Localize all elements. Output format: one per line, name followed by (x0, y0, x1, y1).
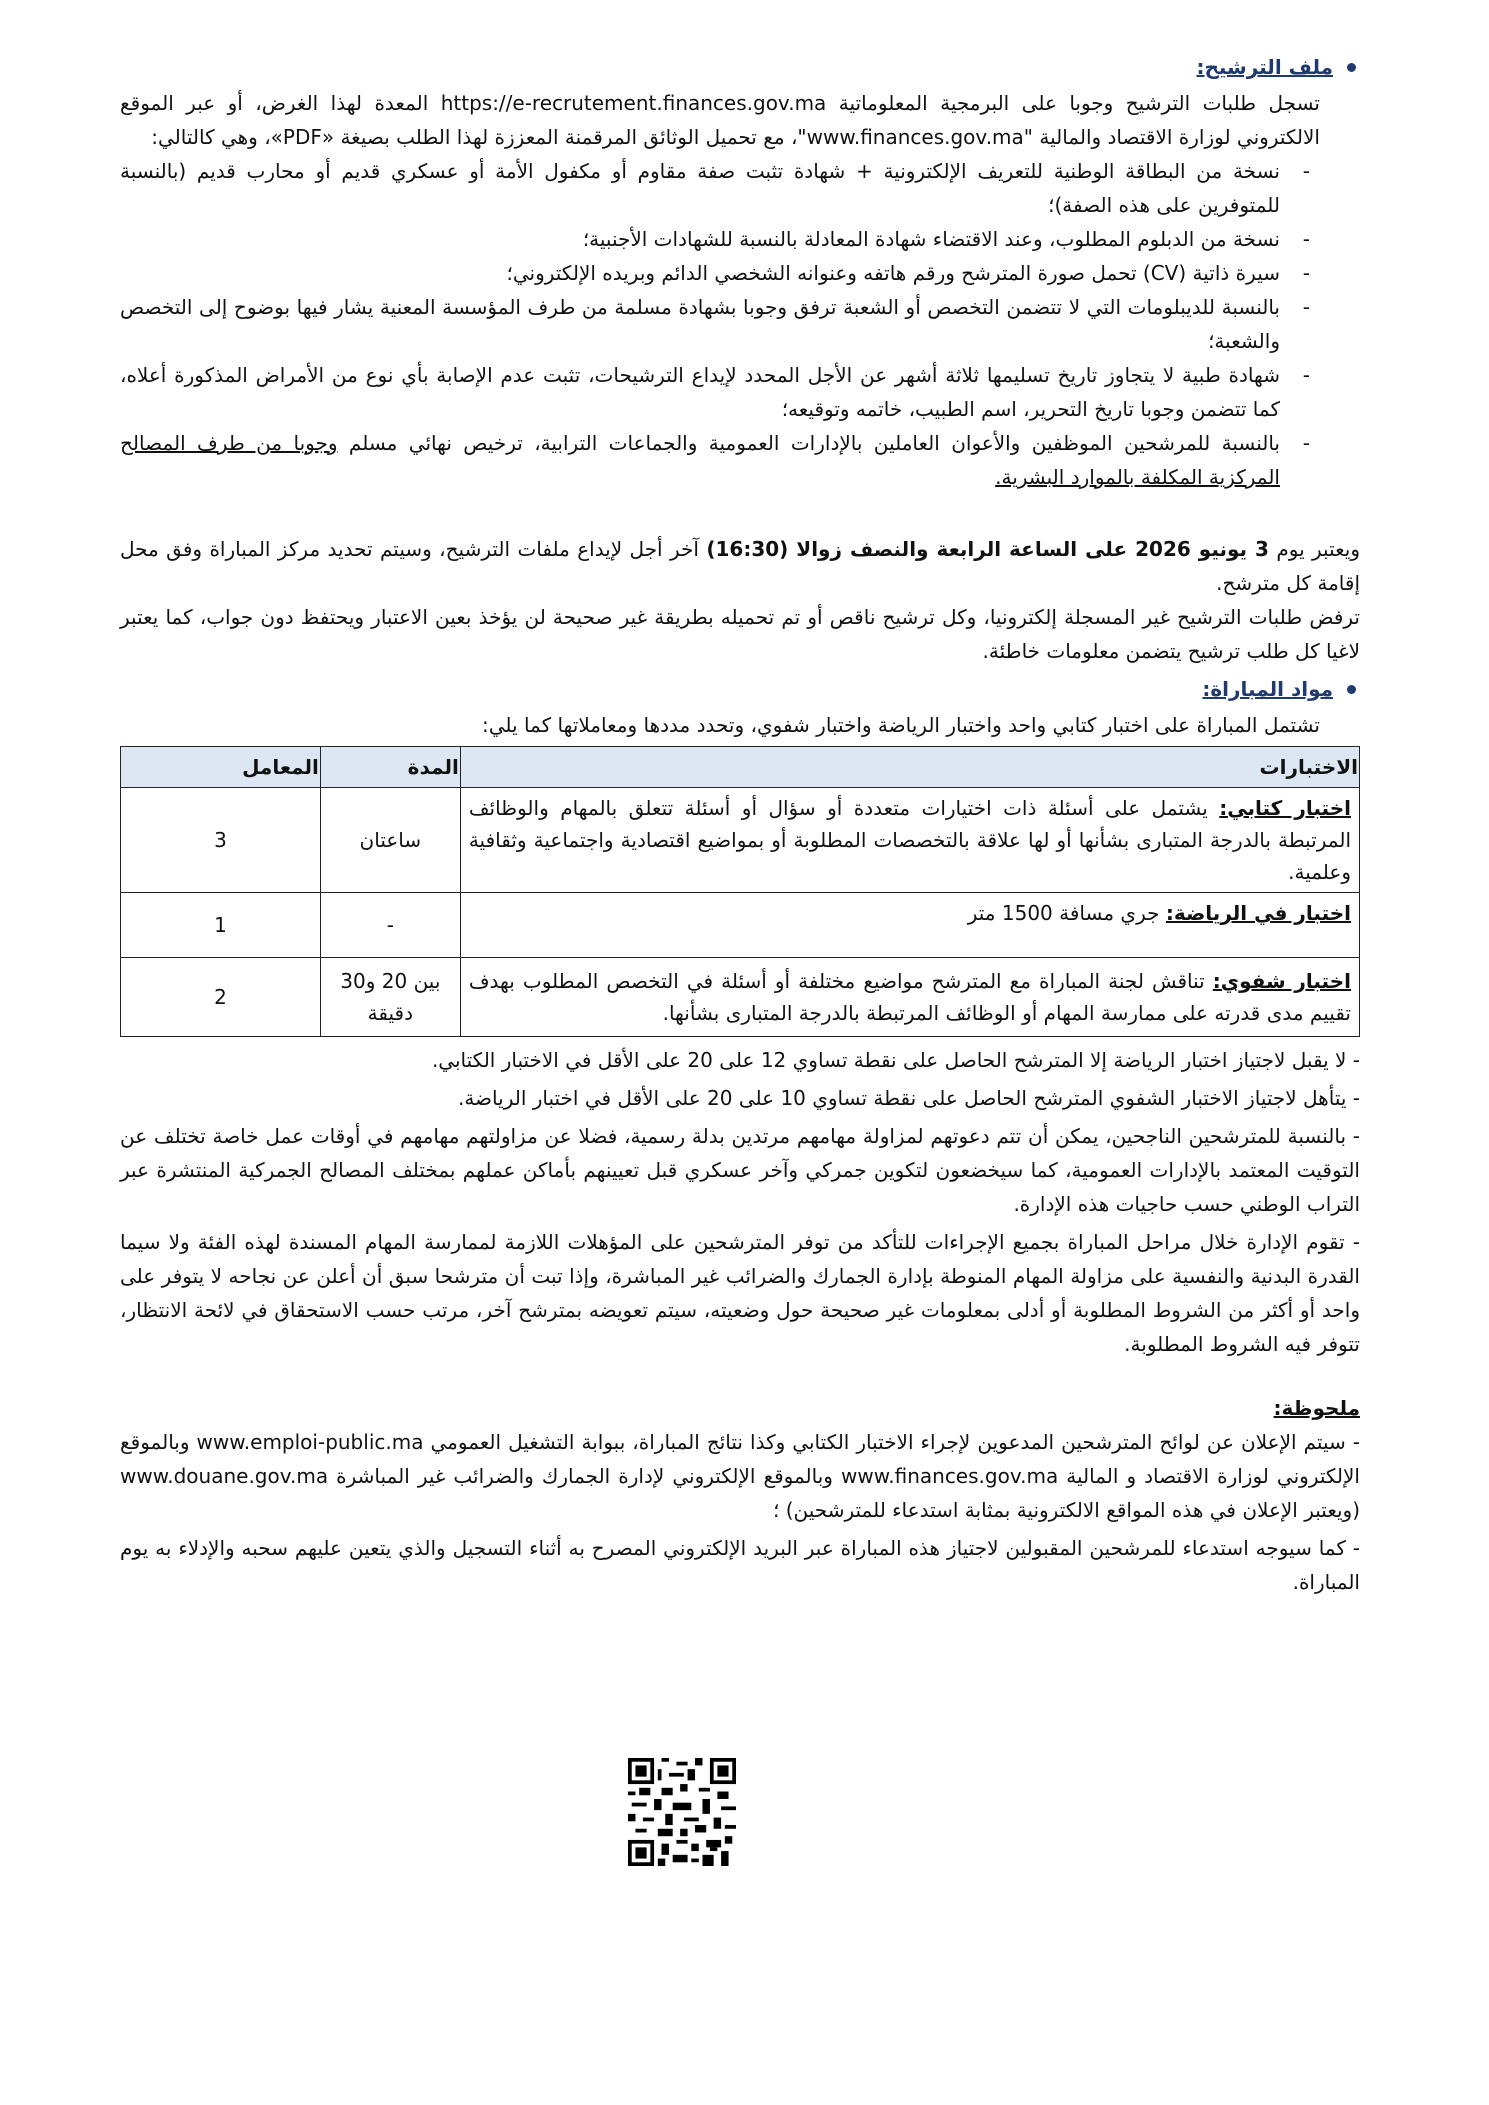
header-tests: الاختبارات (460, 747, 1359, 788)
remark-title: ملحوظة: (1273, 1396, 1360, 1420)
deadline-date: 3 يونيو 2026 على الساعة الرابعة والنصف زوالا (16:30) (706, 537, 1269, 561)
header-duration: المدة (320, 747, 460, 788)
file-intro: تسجل طلبات الترشيح وجوبا على البرمجية المعلوماتية https://e-recrutement.finances.gov.ma المعدة لهذا الغرض، أو عبر الموقع الالكتروني لوزارة الاقتصاد والمالية "www.finances.gov.ma"، مع تحميل الوثائق المرقمنة المعززة لهذا الطلب بصيغة «PDF»، وهي كالتالي: (120, 91, 1320, 149)
tests-intro: تشتمل المباراة على اختبار كتابي واحد واختبار الرياضة واختبار شفوي، وتحدد مددها ومعاملاتها كما يلي: (482, 713, 1320, 737)
table-row (121, 893, 1360, 958)
note-line: - بالنسبة للمترشحين الناجحين، يمكن أن تتم دعوتهم لمزاولة مهامهم مرتدين بدلة رسمية، فضلا عن مزاولتهم مهامهم في أوقات عمل خاصة تختلف عن التوقيت المعتمد بالإدارات العمومية، كما سيخضعون لتكوين جمركي وآخر عسكري قبل تعيينهم بأماكن عملهم بمختلف المصالح الجمركية المنتشرة عبر التراب الوطني حسب حاجيات هذه الإدارة. (120, 1124, 1360, 1216)
table-row (121, 788, 1360, 893)
test-cell (460, 788, 1359, 893)
test-desc: تناقش لجنة المباراة مع المترشح مواضيع مختلفة أو أسئلة في التخصص المطلوب بهدف تقييم مدى قدرته على ممارسة المهام أو الوظائف المرتبطة بالدرجة المتبارى بشأنها. (468, 969, 1351, 1025)
deadline-text-c: آخر أجل لإيداع ملفات الترشيح، وسيتم تحديد مركز المباراة وفق محل إقامة كل مترشح. (120, 537, 1360, 595)
documents-list (120, 154, 1360, 494)
test-cell (460, 893, 1359, 958)
table-row (121, 958, 1360, 1037)
header-coef: المعامل (121, 747, 321, 788)
list-item (120, 426, 1310, 494)
duration-cell: ساعتان (320, 788, 460, 893)
tests-notes (120, 1043, 1360, 1361)
remark-line: - كما سيوجه استدعاء للمرشحين المقبولين لاجتياز هذه المباراة عبر البريد الإلكتروني المصرح به أثناء التسجيل والذي يتعين عليهم سحبه والإدلاء به يوم المباراة. (120, 1536, 1360, 1594)
tests-table (120, 746, 1360, 1037)
duration-cell: بين 20 و30 دقيقة (320, 958, 460, 1037)
coef-cell: 2 (121, 958, 321, 1037)
remark-list (120, 1425, 1360, 1599)
list-item-underlined: وجوبا من طرف المصالح المركزية المكلفة بالموارد البشرية. (120, 431, 1280, 489)
test-cell (460, 958, 1359, 1037)
table-header-row (121, 747, 1360, 788)
list-item-text: بالنسبة للمرشحين الموظفين والأعوان العاملين بالإدارات العمومية والجماعات الترابية، ترخيص نهائي مسلم (337, 431, 1280, 455)
bullet-icon (1347, 63, 1356, 72)
test-desc: جري مسافة 1500 متر (967, 901, 1166, 925)
deadline-text-a: ويعتبر يوم (1268, 537, 1361, 561)
list-item: - نسخة من الدبلوم المطلوب، وعند الاقتضاء شهادة المعادلة بالنسبة للشهادات الأجنبية؛ (120, 222, 1310, 256)
note-line: - يتأهل لاجتياز الاختبار الشفوي المترشح الحاصل على نقطة تساوي 10 على 20 على الأقل في اختبار الرياضة. (457, 1086, 1360, 1110)
qr-code-icon (628, 1758, 736, 1866)
list-item: - نسخة من البطاقة الوطنية للتعريف الإلكترونية + شهادة تثبت صفة مقاوم أو مكفول الأمة أو عسكري قديم أو محارب قديم (بالنسبة للمتوفرين على هذه الصفة)؛ (120, 154, 1310, 222)
test-desc: يشتمل على أسئلة ذات اختيارات متعددة أو سؤال أو أسئلة تتعلق بالمهام والوظائف المرتبطة بالدرجة المتبارى بشأنها أو لها علاقة بالتخصصات المطلوبة أو بمواضيع اقتصادية واجتماعية وثقافية وعلمية. (468, 796, 1351, 884)
note-line: - تقوم الإدارة خلال مراحل المباراة بجميع الإجراءات للتأكد من توفر المترشحين على المؤهلات اللازمة لممارسة المهام المسندة لهذه الفئة ولا سيما القدرة البدنية والنفسية على مزاولة المهام المنوطة بإدارة الجمارك والضرائب غير المباشرة، وإذا تبت أن مترشحا سبق أن أعلن عن نجاحه لا يتوفر على واحد أو أكثر من الشروط المطلوبة أو أدلى بمعلومات غير صحيحة حول وضعيته، سيتم تعويضه بمترشح آخر، مرتب حسب الاستحقاق في لائحة الانتظار، تتوفر فيه الشروط المطلوبة. (120, 1230, 1360, 1356)
list-item: - سيرة ذاتية (CV) تحمل صورة المترشح ورقم هاتفه وعنوانه الشخصي الدائم وبريده الإلكتروني؛ (120, 256, 1310, 290)
duration-cell: - (320, 893, 460, 958)
remark-line: - سيتم الإعلان عن لوائح المترشحين المدعوين لإجراء الاختبار الكتابي وكذا نتائج المباراة، ببوابة التشغيل العمومي www.emploi-public.ma وبالموقع الإلكتروني لوزارة الاقتصاد و المالية www.finances.gov.ma وبالموقع الإلكتروني لإدارة الجمارك والضرائب غير المباشرة www.douane.gov.ma (ويعتبر الإعلان في هذه المواقع الالكترونية بمثابة استدعاء للمترشحين) ؛ (120, 1430, 1360, 1522)
test-name: اختبار كتابي: (1219, 796, 1351, 820)
section-header-tests (120, 672, 1360, 706)
section-header-file (120, 50, 1360, 84)
coef-cell: 1 (121, 893, 321, 958)
bullet-icon (1347, 685, 1356, 694)
test-name: اختبار في الرياضة: (1165, 901, 1351, 925)
deadline-paragraph (120, 532, 1360, 600)
list-item: - بالنسبة للديبلومات التي لا تتضمن التخصص أو الشعبة ترفق وجوبا بشهادة مسلمة من طرف المؤسسة المعنية يشار فيها بوضوح إلى التخصص والشعبة؛ (120, 290, 1310, 358)
section-title-tests: مواد المباراة: (1202, 677, 1333, 701)
test-name: اختبار شفوي: (1212, 969, 1351, 993)
reject-paragraph: ترفض طلبات الترشيح غير المسجلة إلكترونيا، وكل ترشيح ناقص أو تم تحميله بطريقة غير صحيحة لن يؤخذ بعين الاعتبار ويحتفظ دون جواب، كما يعتبر لاغيا كل طلب ترشيح يتضمن معلومات خاطئة. (120, 605, 1360, 663)
document-page (120, 50, 1360, 1603)
coef-cell: 3 (121, 788, 321, 893)
list-item: - شهادة طبية لا يتجاوز تاريخ تسليمها ثلاثة أشهر عن الأجل المحدد لإيداع الترشيحات، تثبت عدم الإصابة بأي نوع من الأمراض المذكورة أعلاه، كما تتضمن وجوبا تاريخ التحرير، اسم الطبيب، خاتمه وتوقيعه؛ (120, 358, 1310, 426)
section-title-file: ملف الترشيح: (1196, 55, 1333, 79)
note-line: - لا يقبل لاجتياز اختبار الرياضة إلا المترشح الحاصل على نقطة تساوي 12 على 20 على الأقل في الاختبار الكتابي. (431, 1048, 1360, 1072)
